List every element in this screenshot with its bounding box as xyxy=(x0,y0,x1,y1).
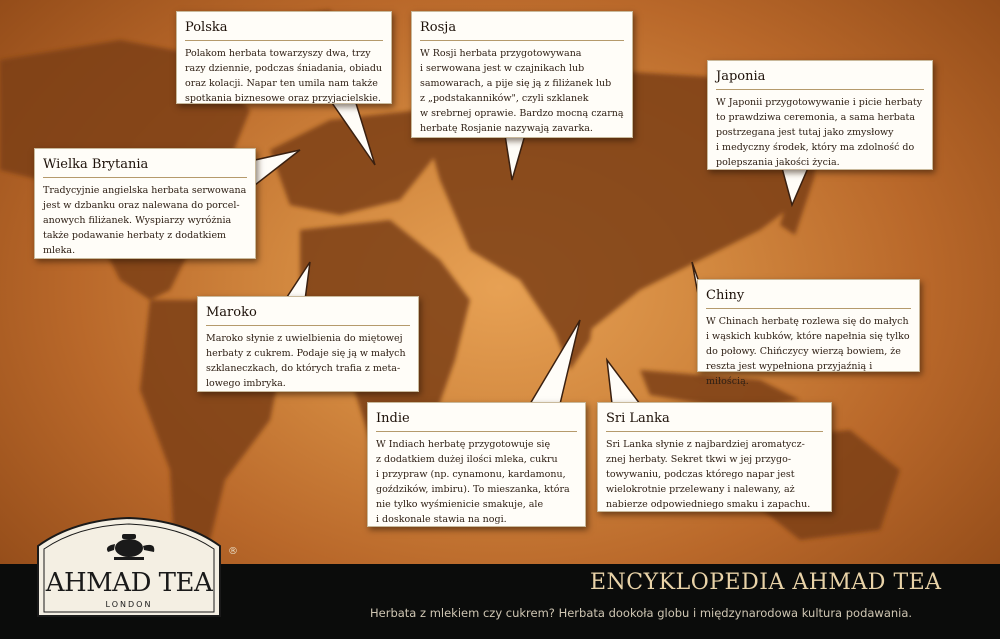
card-indie-text: W Indiach herbatę przygotowuje się z dodatkiem dużej ilości mleka, cukru i przypraw (np. cynamonu, kardamonu, goździków, imbiru). To mieszanka, która nie tylko wyśmienicie smakuje, ale i doskonale stawia na nogi. xyxy=(376,439,570,525)
card-japonia-title: Japonia xyxy=(716,69,924,90)
card-sri-lanka-title: Sri Lanka xyxy=(606,411,823,432)
card-polska-text: Polakom herbata towarzyszy dwa, trzy razy dziennie, podczas śniadania, obiadu oraz kolacji. Napar ten umila nam także spotkania biznesowe oraz przyjacielskie. xyxy=(185,48,383,104)
card-indie-title: Indie xyxy=(376,411,577,432)
logo-brand-text: AHMAD TEA xyxy=(45,568,213,598)
card-japonia-text: W Japonii przygotowywanie i picie herbaty to prawdziwa ceremonia, a sama herbata postrzegana jest tutaj jako zmysłowy i medyczny środek, który ma zdolność do polepszania jakości życia. xyxy=(716,97,923,168)
maroko-pointer xyxy=(285,262,310,300)
card-polska-title: Polska xyxy=(185,20,383,41)
footer-subtitle: Herbata z mlekiem czy cukrem? Herbata dookoła globu i międzynarodowa kultura podawania. xyxy=(370,606,913,620)
card-wielka-brytania-title: Wielka Brytania xyxy=(43,157,247,178)
card-chiny-text: W Chinach herbatę rozlewa się do małych i wąskich kubków, które napełnia się tylko do połowy. Chińczycy wierzą bowiem, że reszta jest wypełniona przyjaźnią i miłością. xyxy=(706,316,910,387)
logo-city-text: LONDON xyxy=(105,600,153,609)
card-sri-lanka xyxy=(597,402,832,512)
card-maroko-title: Maroko xyxy=(206,305,410,326)
ahmad-tea-logo xyxy=(34,512,238,620)
card-wielka-brytania xyxy=(34,148,256,259)
card-wielka-brytania-text: Tradycyjnie angielska herbata serwowana jest w dzbanku oraz nalewana do porcel- anowych filiżanek. Wyspiarzy wyróżnia także podawanie herbaty z dodatkiem mleka. xyxy=(43,185,247,256)
card-polska xyxy=(176,11,392,104)
sri-lanka-pointer xyxy=(607,360,640,404)
card-rosja xyxy=(411,11,633,138)
card-maroko-text: Maroko słynie z uwielbienia do miętowej herbaty z cukrem. Podaje się ją w małych szklaneczkach, do których trafia z meta- lowego imbryka. xyxy=(206,333,406,389)
card-maroko xyxy=(197,296,419,392)
card-chiny xyxy=(697,279,920,387)
card-sri-lanka-text: Sri Lanka słynie z najbardziej aromatycz- znej herbaty. Sekret tkwi w jej przygo- towywaniu, podczas którego napar jest wielokrotnie przelewany i nalewany, aż nabierze odpowiedniego smaku i zapachu. xyxy=(606,439,811,510)
card-chiny-title: Chiny xyxy=(706,288,911,309)
footer-title: ENCYKLOPEDIA AHMAD TEA xyxy=(590,570,942,595)
card-indie xyxy=(367,402,586,527)
card-rosja-text: W Rosji herbata przygotowywana i serwowana jest w czajnikach lub samowarach, a pije się ją z filiżanek lub z „podstakanników", czyli szklanek w srebrnej oprawie. Bardzo mocną czarną herbatę Rosjanie nazywają zavarka. xyxy=(420,48,624,134)
card-rosja-title: Rosja xyxy=(420,20,624,41)
card-japonia xyxy=(707,60,933,170)
registered-mark: ® xyxy=(228,546,238,557)
